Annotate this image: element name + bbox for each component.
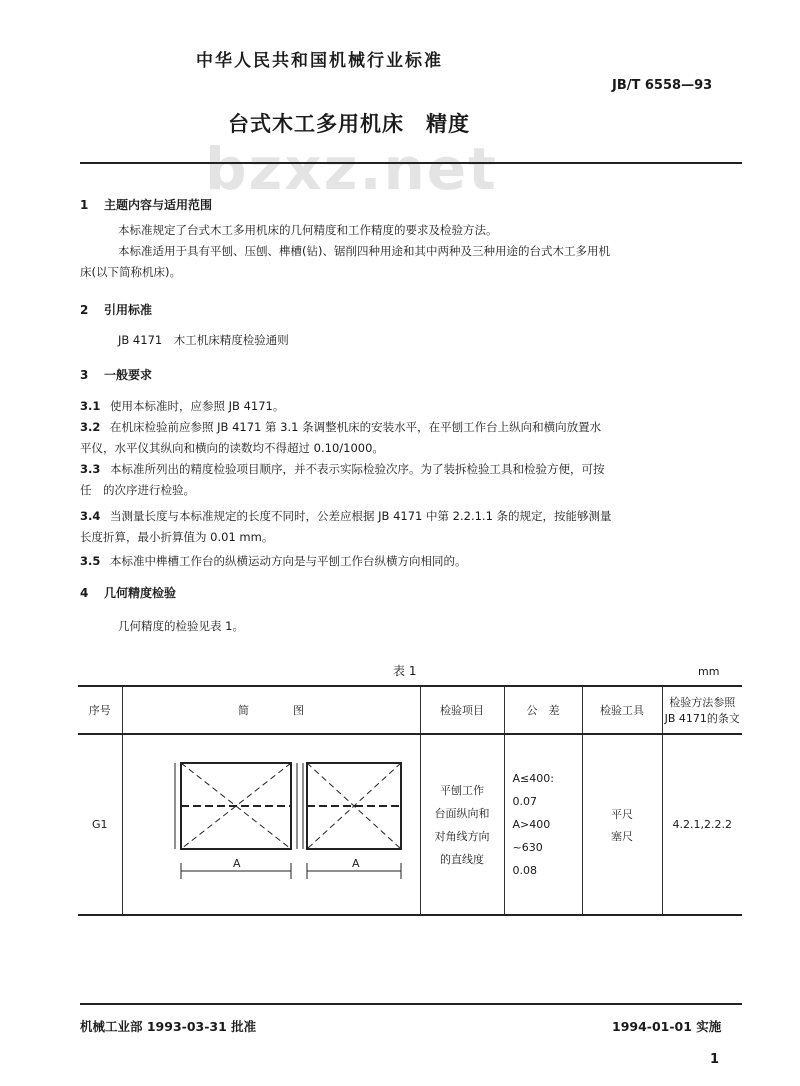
table-row <box>78 734 742 915</box>
clause-text: 使用本标准时，应参照 JB 4171。 <box>110 399 285 413</box>
clause-number: 3.2 <box>80 420 101 434</box>
standard-number: JB/T 6558—93 <box>612 78 713 93</box>
dimension-label-left: A <box>232 857 241 870</box>
cell-item <box>420 734 504 915</box>
cell-seq: G1 <box>91 818 108 831</box>
section-1-heading <box>80 196 212 213</box>
clause-3-5 <box>80 551 467 572</box>
clause-3-2-continued: 平仪，水平仪其纵向和横向的读数均不得超过 0.10/1000。 <box>80 441 384 455</box>
cell-tolerance <box>504 734 582 915</box>
tolerance-line: 0.08 <box>512 864 537 877</box>
clause-3-1 <box>80 396 284 417</box>
clause-text: 在机床检验前应参照 JB 4171 第 3.1 条调整机床的安装水平，在平刨工作台上纵向和横向放置水 <box>110 420 602 434</box>
section-number: 3 <box>80 368 89 382</box>
organization-standard-header: 中华人民共和国机械行业标准 <box>196 51 443 71</box>
approval-note: 机械工业部 1993-03-31 批准 <box>80 1019 257 1034</box>
tolerance-line: A>400 <box>512 818 551 831</box>
title-divider <box>80 162 742 164</box>
section-title: 几何精度检验 <box>104 586 177 600</box>
clause-3-3-continued: 任 的次序进行检验。 <box>80 483 195 497</box>
tool-line: 塞尺 <box>611 829 633 843</box>
section-2-reference: JB 4171 木工机床精度检验通则 <box>118 333 289 347</box>
item-line: 平刨工作 <box>440 783 484 797</box>
precision-table <box>78 685 742 916</box>
section-number: 1 <box>80 198 89 212</box>
clause-text: 当测量长度与本标准规定的长度不同时，公差应根据 JB 4171 中第 2.2.1.1 条的规定，按能够测量 <box>110 509 612 523</box>
section-3-heading <box>80 366 152 383</box>
tolerance-line: A≤400: <box>512 772 554 785</box>
clause-number: 3.1 <box>80 399 101 413</box>
cell-reference: 4.2.1,2.2.2 <box>662 734 742 915</box>
page-number: 1 <box>710 1052 720 1067</box>
header-item: 检验项目 <box>420 686 504 734</box>
item-line: 台面纵向和 <box>434 806 490 820</box>
clause-3-3 <box>80 459 605 480</box>
section-title: 引用标准 <box>104 303 153 317</box>
footer-divider <box>80 1003 742 1005</box>
section-4-heading <box>80 584 176 601</box>
header-tools: 检验工具 <box>582 686 662 734</box>
item-line: 的直线度 <box>440 852 484 866</box>
section-1-para-2-line-2: 床(以下简称机床)。 <box>80 265 181 279</box>
clause-number: 3.3 <box>80 462 101 476</box>
watermark: bzxz.net <box>205 135 498 203</box>
section-1-para-1: 本标准规定了台式木工多用机床的几何精度和工作精度的要求及检验方法。 <box>118 223 498 237</box>
implementation-date: 1994-01-01 实施 <box>612 1019 722 1034</box>
tolerance-line: 0.07 <box>512 795 537 808</box>
document-title: 台式木工多用机床 精度 <box>228 111 470 136</box>
header-tolerance: 公 差 <box>504 686 582 734</box>
clause-text: 本标准所列出的精度检验项目顺序，并不表示实际检验次序。为了装拆检验工具和检验方便，可按 <box>110 462 605 476</box>
clause-text: 本标准中榫槽工作台的纵横运动方向是与平刨工作台纵横方向相同的。 <box>110 554 467 568</box>
section-2-heading <box>80 301 152 318</box>
clause-3-2 <box>80 417 601 438</box>
section-title: 一般要求 <box>104 368 153 382</box>
tool-line: 平尺 <box>611 807 633 821</box>
header-reference-line-2: JB 4171的条文 <box>664 712 740 725</box>
table-unit: mm <box>698 665 720 678</box>
flatness-diagram <box>123 735 421 911</box>
table-caption: 表 1 <box>393 664 417 678</box>
clause-3-4-continued: 长度折算，最小折算值为 0.01 mm。 <box>80 530 274 544</box>
dimension-label-right: A <box>351 857 360 870</box>
section-number: 4 <box>80 586 89 600</box>
section-title: 主题内容与适用范围 <box>104 198 213 212</box>
section-1-para-2-line-1: 本标准适用于具有平刨、压刨、榫槽(钻)、锯削四种用途和其中两种及三种用途的台式木工多用机 <box>118 244 610 258</box>
table-header-row <box>78 686 742 734</box>
section-4-para: 几何精度的检验见表 1。 <box>118 619 244 633</box>
header-reference <box>662 686 742 734</box>
tolerance-line: ~630 <box>512 841 543 854</box>
header-seq: 序号 <box>88 704 111 717</box>
cell-tools <box>582 734 662 915</box>
cell-diagram <box>122 734 420 915</box>
header-diagram: 简 图 <box>122 686 420 734</box>
clause-3-4 <box>80 506 612 527</box>
item-line: 对角线方向 <box>434 829 490 843</box>
header-reference-line-1: 检验方法参照 <box>669 696 736 709</box>
clause-number: 3.4 <box>80 509 101 523</box>
clause-number: 3.5 <box>80 554 101 568</box>
section-number: 2 <box>80 303 89 317</box>
